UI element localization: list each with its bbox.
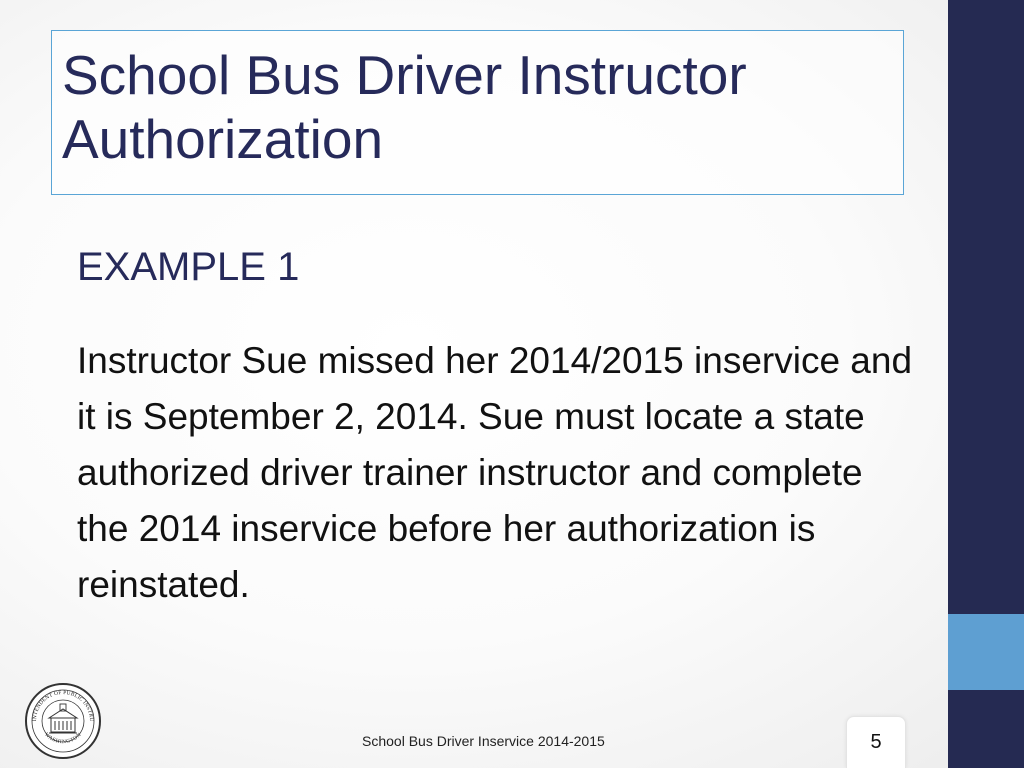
slide-title: School Bus Driver Instructor Authorization — [62, 44, 747, 170]
slide-body-text: Instructor Sue missed her 2014/2015 inservice and it is September 2, 2014. Sue must locate a state authorized driver trainer instructor and complete the 2014 inservice before her authorization is reinstated. — [77, 340, 913, 605]
title-placeholder — [51, 30, 904, 195]
seal-text-bottom: WASHINGTON — [43, 731, 83, 746]
slide-subtitle: EXAMPLE 1 — [77, 245, 300, 289]
page-number: 5 — [870, 731, 882, 753]
state-superintendent-seal-icon — [24, 682, 102, 760]
side-accent-block — [948, 614, 1024, 690]
slide-footer: School Bus Driver Inservice 2014-2015 — [362, 733, 605, 749]
page-number-box — [846, 716, 906, 768]
seal-text-top: INTENDENT OF PUBLIC INSTRU — [31, 689, 95, 722]
